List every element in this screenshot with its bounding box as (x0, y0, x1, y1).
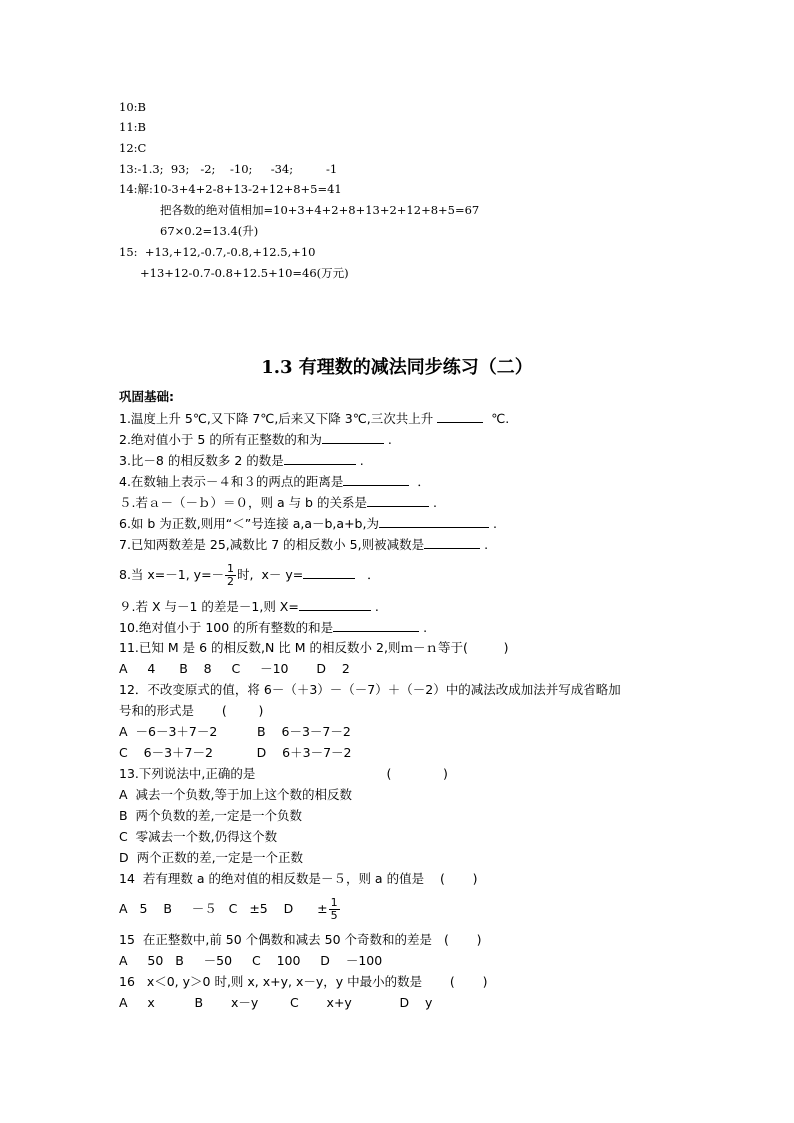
question-13: 13.下列说法中,正确的是 ( ) (119, 766, 448, 781)
question-4-text: 4.在数轴上表示－４和３的两点的距离是 (119, 474, 344, 489)
question-14: 14 若有理数 a 的绝对值的相反数是－５，则 a 的值是 ( ) (119, 871, 478, 886)
question-10 (119, 618, 427, 636)
question-5 (119, 493, 437, 511)
answer-15-line1: 15: +13,+12,-0.7,-0.8,+12.5,+10 (119, 245, 316, 259)
fraction (225, 563, 236, 588)
fraction-denominator: 2 (227, 575, 235, 588)
question-11: 11.已知 M 是 6 的相反数,N 比 M 的相反数小 2,则ｍ－ｎ等于( ) (119, 640, 509, 655)
question-1 (119, 409, 509, 427)
question-3-text: 3.比－8 的相反数多 2 的数是 (119, 453, 284, 468)
answer-blank (333, 618, 419, 632)
question-5-text: ５.若ａ－（－ｂ）＝０，则 a 与 b 的关系是 (119, 495, 367, 510)
question-14-options-text: A 5 B －５ C ±5 D ± (119, 901, 328, 916)
question-15: 15 在正整数中,前 50 个偶数和减去 50 个奇数和的差是 ( ) (119, 932, 482, 947)
question-3-end: . (359, 453, 364, 468)
question-2-text: 2.绝对值小于 5 的所有正整数的和为 (119, 432, 322, 447)
question-7-end: . (484, 537, 489, 552)
question-6-text: 6.如 b 为正数,则用“＜”号连接 a,a－b,a+b,为 (119, 516, 379, 531)
answer-blank (303, 565, 355, 579)
answer-14-line2: 把各数的绝对值相加=10+3+4+2+8+13+2+12+8+5=67 (160, 203, 480, 217)
question-9-text: ９.若 X 与－1 的差是－1,则 X= (119, 599, 299, 614)
question-10-end: . (423, 620, 428, 635)
answer-14-line3: 67×0.2=13.4(升) (160, 224, 259, 238)
answer-blank (299, 597, 371, 611)
question-1-unit: ℃. (491, 411, 510, 426)
answer-blank (367, 493, 429, 507)
answer-blank (424, 535, 480, 549)
answer-15-line2: +13+12-0.7-0.8+12.5+10=46(万元) (140, 266, 349, 280)
question-12-options-ab: A －6－3＋7－2 B 6－3－7－2 (119, 724, 351, 739)
question-1-text: 1.温度上升 5℃,又下降 7℃,后来又下降 3℃,三次共上升 (119, 411, 434, 426)
question-2-end: . (387, 432, 392, 447)
answer-blank (343, 472, 409, 486)
question-8-text-2: 时, x－ y= (237, 567, 304, 582)
answer-11: 11:B (119, 120, 146, 134)
question-16-options: A x B x－y C x+y D y (119, 995, 433, 1010)
answer-12: 12:C (119, 141, 147, 155)
question-3 (119, 451, 364, 469)
question-9-end: . (374, 599, 379, 614)
answer-blank (379, 514, 489, 528)
question-12: 12．不改变原式的值，将 6－（＋3）－（－7）＋（－2）中的减法改成加法并写成省略加 (119, 682, 621, 697)
answer-10: 10:B (119, 100, 146, 114)
fraction-numerator: 1 (227, 562, 235, 575)
answer-blank (284, 451, 356, 465)
answer-14-line1: 14:解:10-3+4+2-8+13-2+12+8+5=41 (119, 182, 342, 196)
question-8-end: ． (367, 567, 380, 582)
question-4 (119, 472, 430, 490)
question-8-text: 8.当 x=－1, y=－ (119, 567, 225, 582)
question-10-text: 10.绝对值小于 100 的所有整数的和是 (119, 620, 334, 635)
question-7 (119, 535, 488, 553)
answer-blank (322, 430, 384, 444)
fraction (329, 897, 340, 922)
question-13-option-a: A 减去一个负数,等于加上这个数的相反数 (119, 787, 352, 802)
section-heading: 巩固基础: (119, 389, 174, 404)
question-9 (119, 597, 379, 615)
question-16: 16 x＜0, y＞0 时,则 x, x+y, x－y，y 中最小的数是 ( ) (119, 974, 488, 989)
page-title: 1.3 有理数的减法同步练习（二） (261, 357, 533, 378)
question-13-option-b: B 两个负数的差,一定是一个负数 (119, 808, 302, 823)
answer-blank (437, 409, 483, 423)
question-12-cont: 号和的形式是 ( ) (119, 703, 264, 718)
question-2 (119, 430, 392, 448)
question-6-end: . (492, 516, 497, 531)
question-14-options (119, 890, 341, 928)
fraction-denominator: 5 (330, 909, 338, 922)
question-7-text: 7.已知两数差是 25,减数比 7 的相反数小 5,则被减数是 (119, 537, 425, 552)
question-13-option-c: C 零减去一个数,仍得这个数 (119, 829, 278, 844)
answer-13: 13:-1.3; 93; -2; -10; -34; -1 (119, 162, 338, 176)
question-11-options: A 4 B 8 C －10 D 2 (119, 661, 350, 676)
question-8 (119, 556, 380, 594)
question-15-options: A 50 B －50 C 100 D －100 (119, 953, 383, 968)
fraction-numerator: 1 (330, 896, 338, 909)
question-5-end: . (432, 495, 437, 510)
question-4-end: ． (417, 474, 430, 489)
question-12-options-cd: C 6－3＋7－2 D 6＋3－7－2 (119, 745, 352, 760)
question-6 (119, 514, 497, 532)
question-13-option-d: D 两个正数的差,一定是一个正数 (119, 850, 304, 865)
